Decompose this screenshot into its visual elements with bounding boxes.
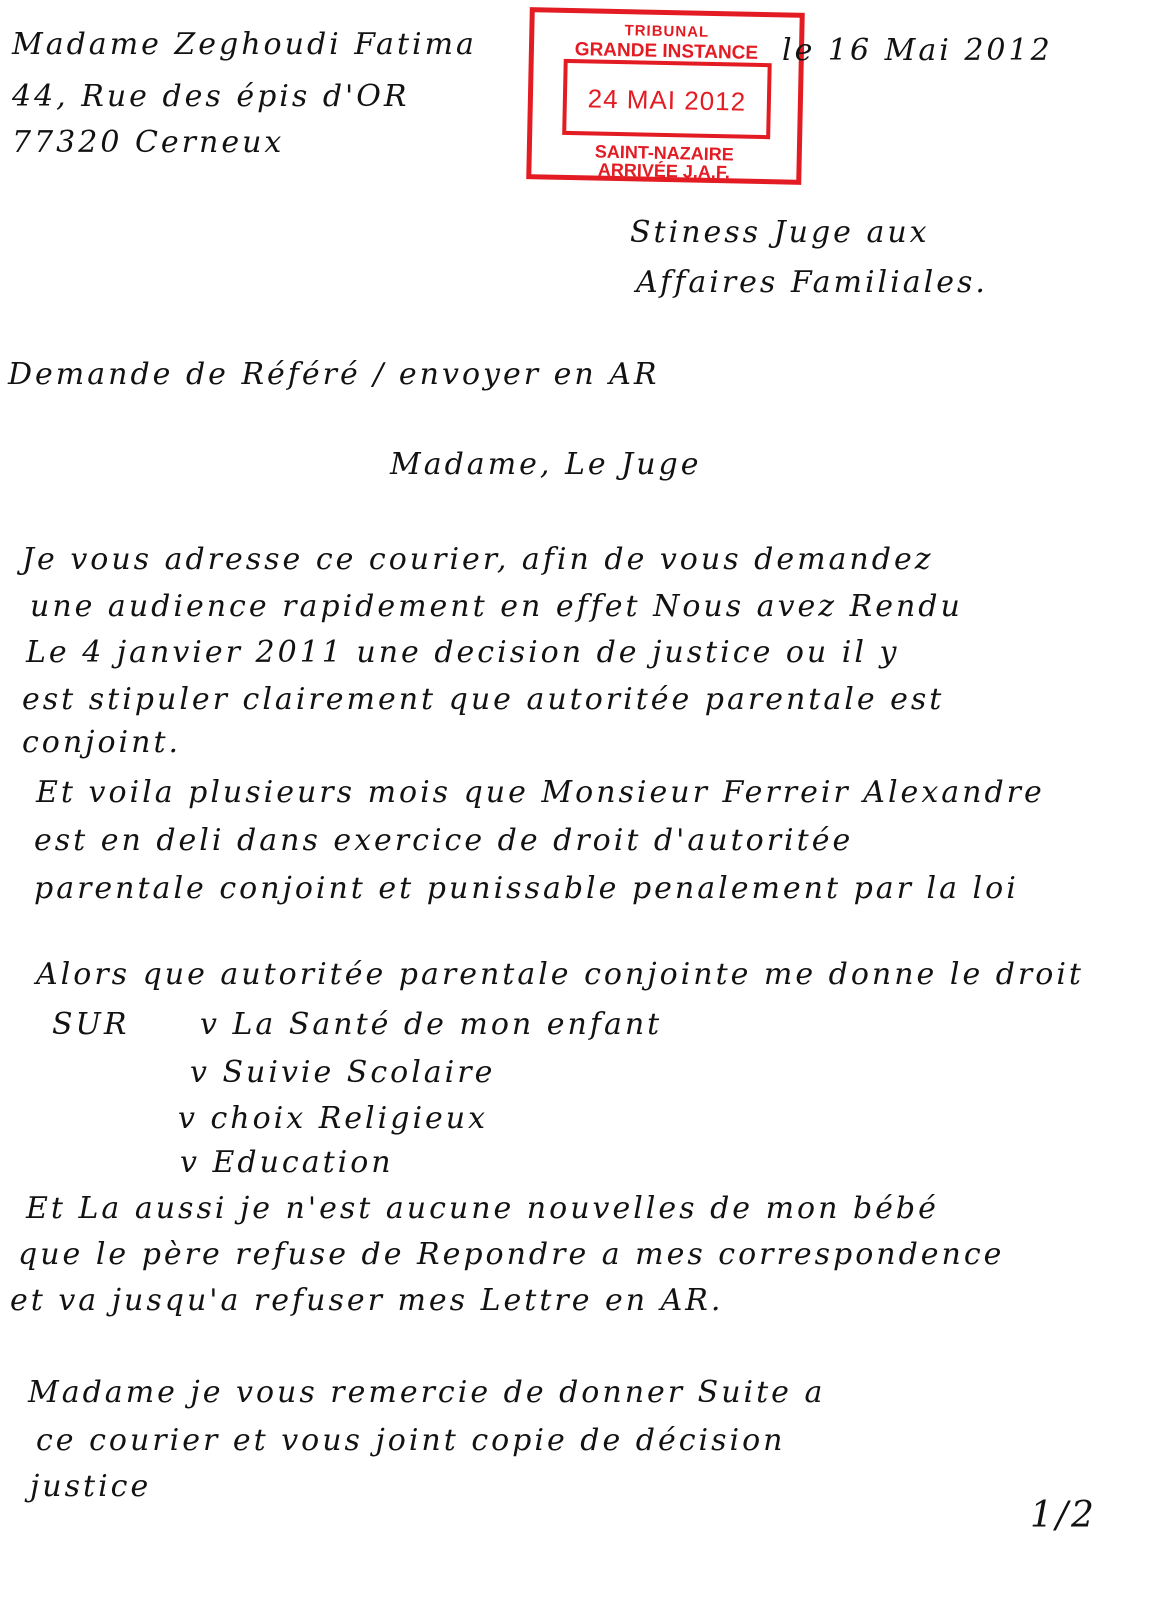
body-p5-line3: justice xyxy=(30,1469,152,1504)
recipient-line2: Affaires Familiales. xyxy=(636,265,988,300)
body-p4-line1: Et La aussi je n'est aucune nouvelles de mon bébé xyxy=(26,1191,939,1226)
body-p1-line1: Je vous adresse ce courier, afin de vous demandez xyxy=(22,542,934,577)
sender-street: 44, Rue des épis d'OR xyxy=(12,79,410,114)
body-p1-line4: est stipuler clairement que autoritée parentale est xyxy=(22,682,945,717)
rights-item-scolaire: v Suivie Scolaire xyxy=(190,1055,496,1090)
stamp-line2: GRANDE INSTANCE xyxy=(574,39,759,64)
rights-item-label: La Santé de mon enfant xyxy=(232,1007,663,1042)
rights-item-label: Suivie Scolaire xyxy=(222,1055,496,1090)
body-p1-line2: une audience rapidement en effet Nous avez Rendu xyxy=(30,589,963,624)
recipient-line1: Stiness Juge aux xyxy=(630,215,930,250)
rights-item-label: choix Religieux xyxy=(210,1101,489,1136)
body-p5-line1: Madame je vous remercie de donner Suite a xyxy=(28,1375,826,1410)
stamp-line1: TRIBUNAL xyxy=(624,22,710,41)
body-p4-line2: que le père refuse de Repondre a mes correspondence xyxy=(18,1237,1005,1272)
body-p2-line2: est en deli dans exercice de droit d'autoritée xyxy=(34,823,854,858)
body-p1-line5: conjoint. xyxy=(22,725,182,760)
stamp-line4: ARRIVÉE J.A.F. xyxy=(597,159,731,183)
court-received-stamp xyxy=(526,7,805,185)
salutation: Madame, Le Juge xyxy=(390,447,702,482)
page-number: 1/2 xyxy=(1030,1495,1097,1536)
body-p3-sur: SUR xyxy=(52,1007,130,1042)
subject-line: Demande de Référé / envoyer en AR xyxy=(8,357,660,392)
sender-city: 77320 Cerneux xyxy=(12,125,285,160)
body-p5-line2: ce courier et vous joint copie de décision xyxy=(36,1423,786,1458)
body-p3-line1: Alors que autoritée parentale conjointe me donne le droit xyxy=(36,957,1084,992)
rights-item-sante: v La Santé de mon enfant xyxy=(200,1007,663,1042)
body-p2-line1: Et voila plusieurs mois que Monsieur Ferreir Alexandre xyxy=(36,775,1045,810)
rights-item-label: Education xyxy=(212,1145,394,1180)
rights-item-education: v Education xyxy=(180,1145,394,1180)
rights-item-religieux: v choix Religieux xyxy=(178,1101,489,1136)
stamp-date-box xyxy=(562,59,772,139)
body-p1-line3: Le 4 janvier 2011 une decision de justice ou il y xyxy=(26,635,900,670)
sender-name: Madame Zeghoudi Fatima xyxy=(12,27,477,62)
body-p4-line3: et va jusqu'a refuser mes Lettre en AR. xyxy=(10,1283,724,1318)
letter-date: le 16 Mai 2012 xyxy=(782,33,1053,68)
body-p2-line3: parentale conjoint et punissable penalement par la loi xyxy=(34,871,1019,906)
stamp-line3: SAINT-NAZAIRE xyxy=(594,141,735,165)
stamp-date: 24 MAI 2012 xyxy=(587,83,747,117)
